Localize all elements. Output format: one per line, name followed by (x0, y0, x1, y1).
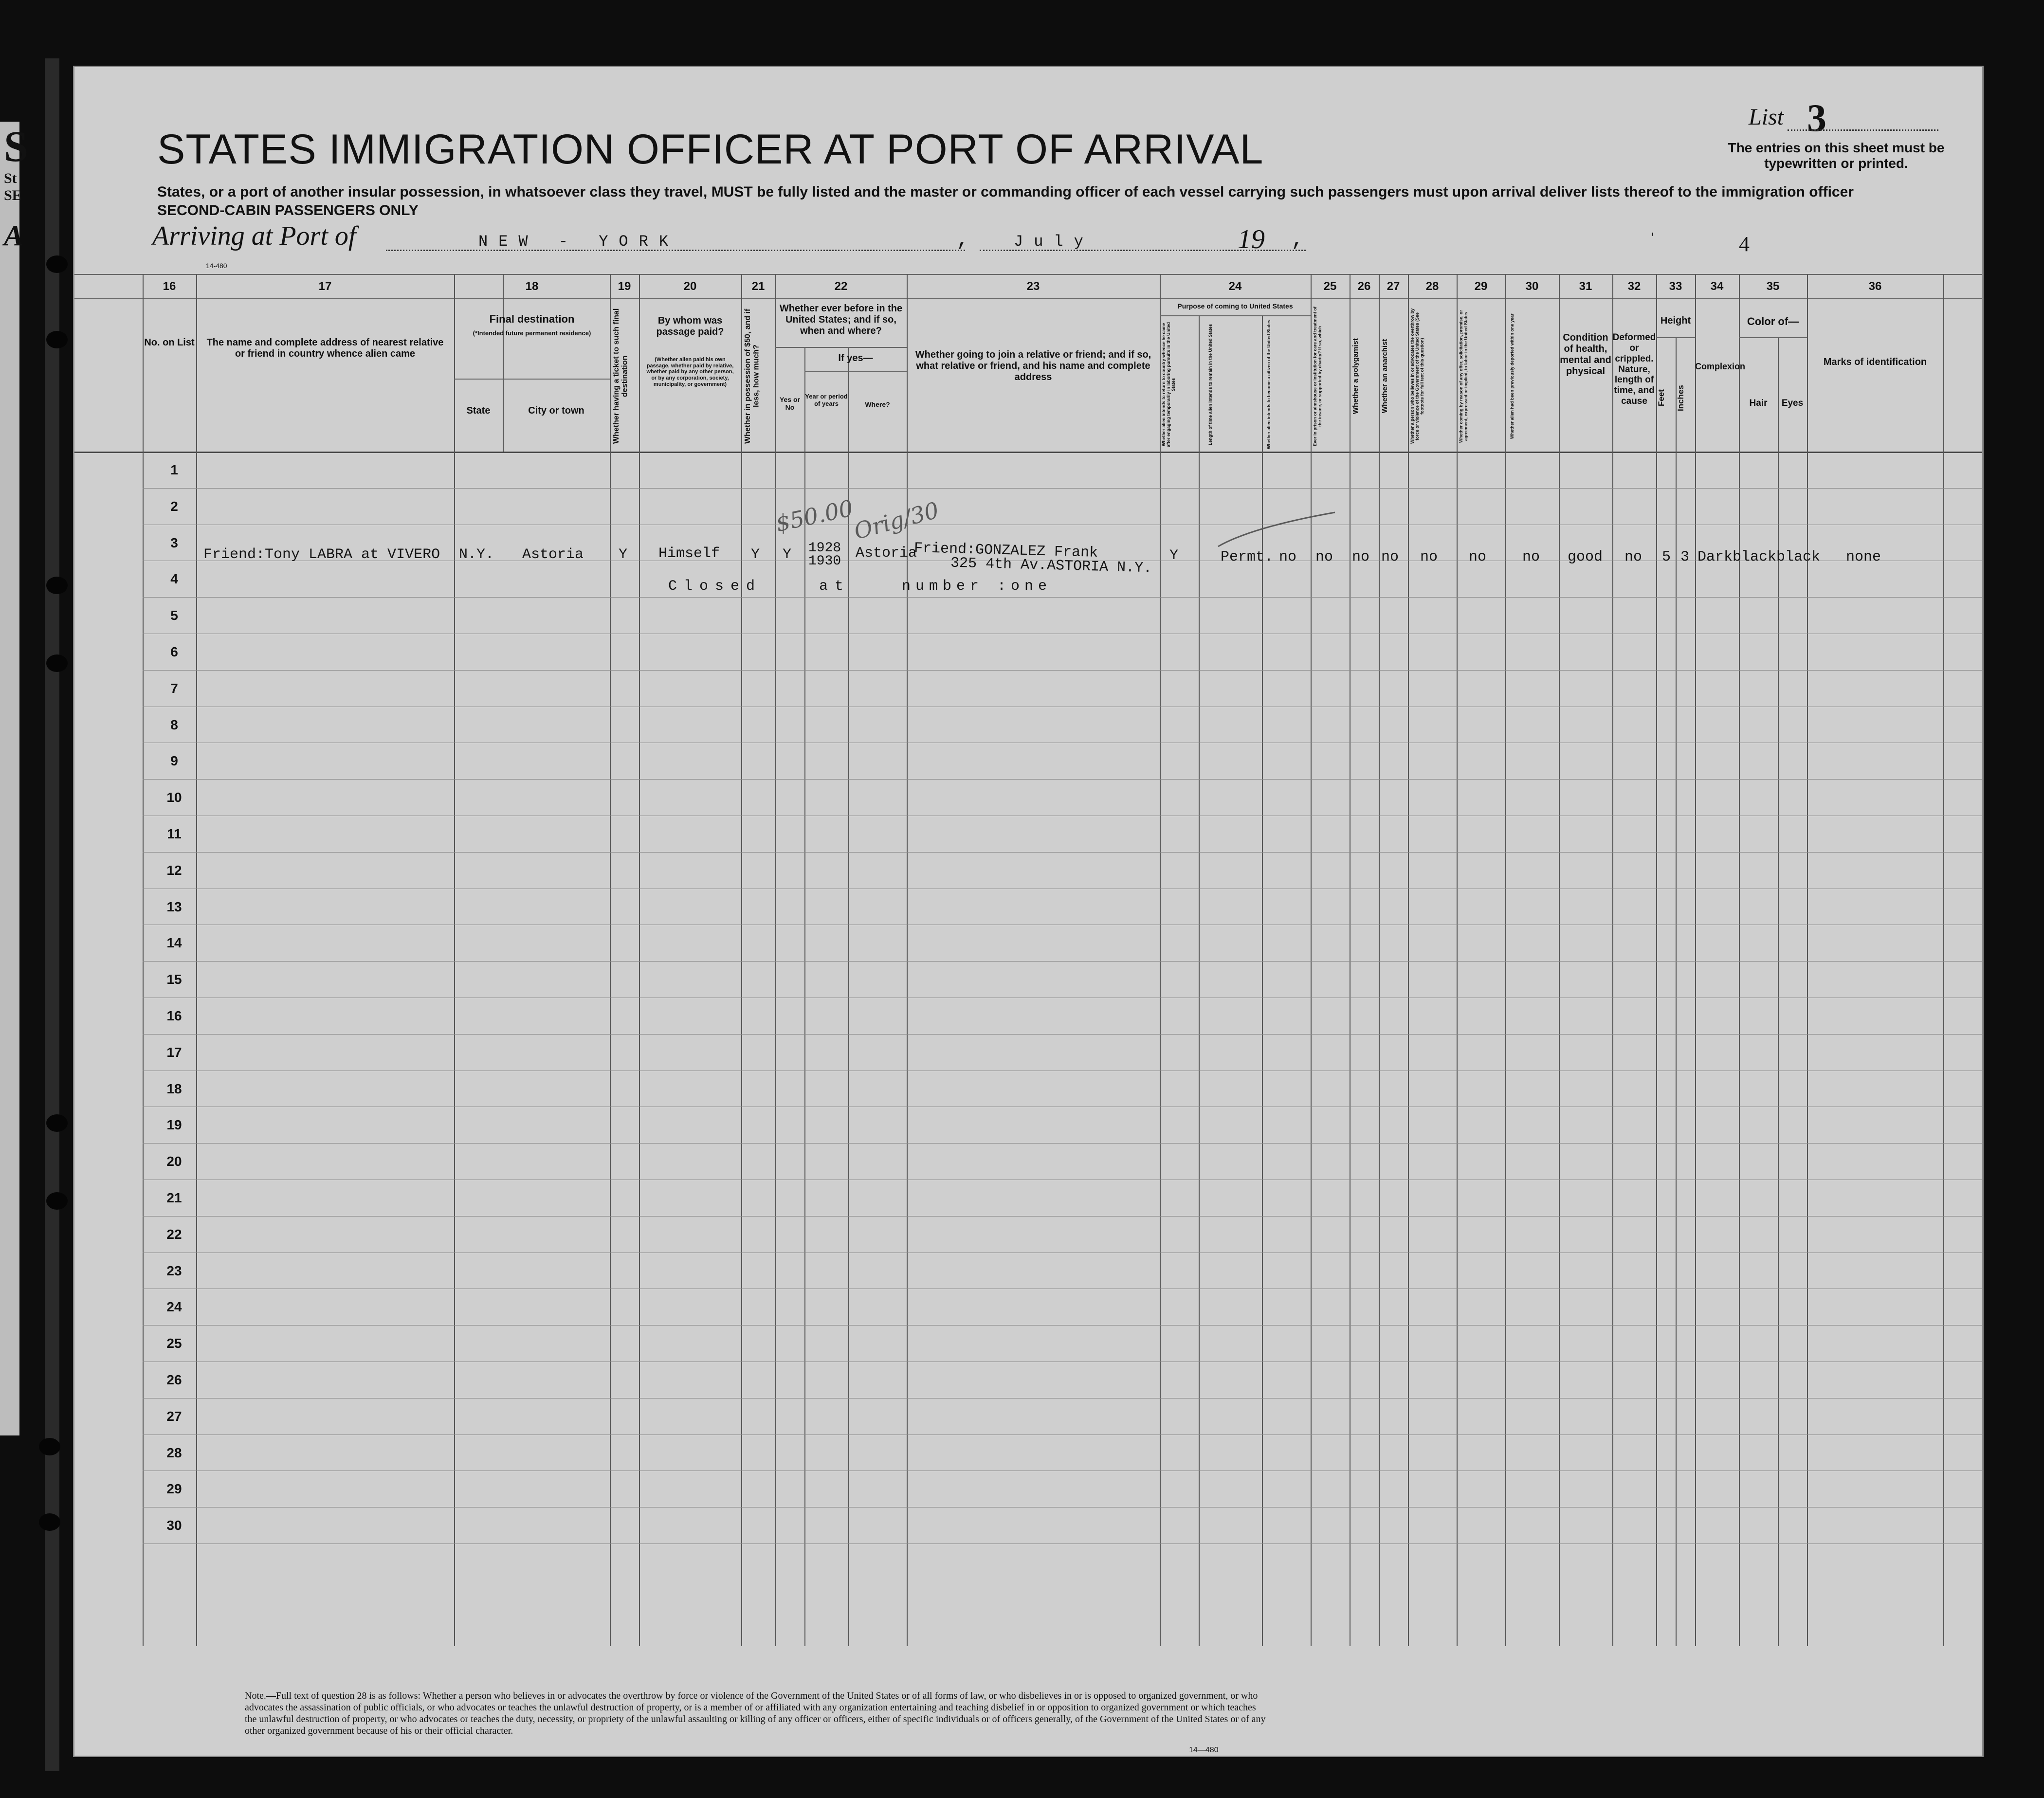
column-number: 16 (163, 280, 176, 293)
entry-year-a: 1928 (808, 541, 841, 556)
header-ticket: Whether having a ticket to such final destination (612, 308, 629, 444)
col-rule (1199, 315, 1200, 1646)
binding-hole (46, 577, 68, 594)
form-code-top: 14-480 (206, 262, 227, 270)
header-deported: Whether alien had been previously deported within one year (1510, 313, 1515, 439)
month-value: July (1014, 233, 1094, 251)
header-passage-note: (Whether alien paid his own passage, whether paid by relative, whether paid by any other person, or by any corporation, society, municipality, or government) (646, 357, 734, 387)
column-number: 28 (1425, 280, 1439, 293)
header-purpose-citizen: Whether alien intends to become a citizen of the United States (1266, 319, 1271, 450)
row-number: 8 (170, 717, 178, 732)
row-rule (143, 779, 1982, 780)
port-value: NEW - YORK (478, 233, 679, 251)
header-color-of: Color of— (1747, 315, 1799, 327)
col-rule (196, 274, 197, 1646)
row-number: 24 (166, 1299, 182, 1315)
col-rule (143, 274, 144, 1646)
entry-relative: Friend:Tony LABRA at VIVERO (203, 546, 440, 563)
col-rule (1676, 337, 1677, 1646)
arriving-label: Arriving at Port of (152, 221, 356, 251)
row-rule (143, 1216, 1982, 1217)
rule (1160, 315, 1311, 316)
column-number: 21 (751, 280, 765, 293)
row-number: 3 (170, 535, 178, 550)
header-prison: Ever in prison or almshouse or institution for care and treatment of the insane, or supported by charity? If so, which (1313, 306, 1322, 446)
row-number: 25 (166, 1336, 182, 1351)
header-join-relative: Whether going to join a relative or friend; and if so, what relative or friend, and his name and complete address (915, 349, 1151, 382)
binding-hole (39, 1513, 60, 1531)
col-rule (1160, 274, 1161, 1646)
entry-health: good (1568, 549, 1603, 565)
entry-deported: no (1522, 549, 1540, 565)
row-number: 6 (170, 644, 178, 659)
row-number: 13 (166, 899, 182, 914)
edge-letter: SE (4, 187, 22, 203)
entry-polygamist: no (1352, 549, 1370, 565)
entry-state: N.Y. (459, 546, 494, 563)
col-rule (503, 274, 504, 452)
column-number: 17 (318, 280, 332, 293)
col-rule (1943, 274, 1944, 1646)
entry-purpose-return: Y (1169, 547, 1179, 564)
pencil-money-note: $50.00 (773, 494, 856, 537)
row-number: 12 (166, 862, 182, 878)
row-rule (143, 597, 1982, 598)
header-feet: Feet (1657, 389, 1666, 407)
column-number: 35 (1766, 280, 1780, 293)
header-year-period: Year or period of years (805, 393, 848, 407)
year-prefix: 19 (1238, 224, 1265, 254)
page-title: STATES IMMIGRATION OFFICER AT PORT OF ARRIVAL (157, 126, 1264, 173)
row-number: 9 (170, 753, 178, 769)
col-rule (1505, 274, 1506, 1646)
header-if-yes: If yes— (838, 353, 873, 363)
entry-ever-before: Y (783, 546, 792, 563)
form-code: 14—480 (1189, 1746, 1219, 1754)
row-number: 23 (166, 1263, 182, 1278)
rule (74, 274, 1982, 275)
col-rule (1612, 274, 1613, 1646)
column-number: 34 (1710, 280, 1724, 293)
entry-join: Friend:GONZALEZ Frank (913, 540, 1098, 562)
rule (454, 379, 610, 380)
edge-letter: St (4, 170, 17, 186)
column-number: 27 (1387, 280, 1400, 293)
header-health: Condition of health, mental and physical (1560, 332, 1611, 377)
footnote: Note.—Full text of question 28 is as follows: Whether a person who believes in or advocates the overthrow by force or violence of the Government of the United States or of all forms of law, or who disbelieves in or is opposed to organized government, or who advocates the assassination of public officials, or who advocates or teaches the unlawful destruction of property, or is a member of or affiliated with any organization entertaining and teaching disbelief in or opposition to organized government or which teaches the unlawful destruction of property, or who advocates or teaches the duty, necessity, or propriety of the unlawful assaulting or killing of any officer or officers, either of specific individuals or of officers generally, of the Government of the United States or of any other organized government because of his or their official character. (245, 1690, 1266, 1736)
column-number: 19 (618, 280, 631, 293)
header-marks: Marks of identification (1823, 357, 1927, 367)
rule (1656, 337, 1695, 338)
entry-citizen: no (1279, 549, 1297, 565)
col-rule (1807, 274, 1808, 1646)
binding-hole (46, 654, 68, 672)
row-number: 4 (170, 571, 178, 587)
column-number: 24 (1228, 280, 1242, 293)
header-where: Where? (865, 400, 890, 408)
header-overthrow: Whether a person who believes in or advocates the overthrow by force or violence of the Government of the United States (See footnote for full text of this question) (1410, 308, 1424, 444)
entry-deformed: no (1624, 549, 1642, 565)
row-number: 28 (166, 1445, 182, 1460)
adjacent-page-edge (0, 122, 29, 1435)
col-rule (1311, 274, 1312, 1646)
entry-money: Y (751, 546, 760, 563)
list-label: List (1749, 104, 1784, 130)
row-number: 14 (166, 935, 182, 951)
entry-year-b: 1930 (808, 554, 841, 569)
row-number: 2 (170, 498, 178, 514)
header-complexion: Complexion (1695, 362, 1746, 371)
row-rule (143, 1034, 1982, 1035)
entry-city: Astoria (522, 546, 584, 563)
closed-at: at (819, 578, 851, 595)
entry-paid-by: Himself (658, 545, 720, 562)
column-number: 22 (834, 280, 848, 293)
entry-prison: no (1315, 549, 1333, 565)
row-number: 29 (166, 1481, 182, 1497)
col-rule (454, 274, 455, 1646)
row-number: 18 (166, 1081, 182, 1096)
header-height: Height (1660, 315, 1691, 326)
col-rule (1656, 274, 1657, 1646)
row-number: 17 (166, 1044, 182, 1060)
column-number: 30 (1525, 280, 1539, 293)
header-purpose-length: Length of time alien intends to remain in the United States (1208, 324, 1213, 445)
entry-anarchist: no (1381, 549, 1399, 565)
binding-hole (46, 1114, 68, 1132)
header-hair: Hair (1749, 398, 1768, 408)
header-deformed: Deformed or crippled. Nature, length of time, and cause (1612, 332, 1656, 407)
row-number: 27 (166, 1408, 182, 1424)
col-rule (775, 274, 776, 1646)
header-bottom-rule (74, 452, 1982, 453)
row-rule (143, 670, 1982, 671)
manifest-sheet (73, 66, 1984, 1757)
binding-hole (46, 255, 68, 273)
header-final-destination-note: (*Intended future permanent residence) (473, 329, 591, 337)
row-rule (143, 961, 1982, 962)
column-number: 20 (683, 280, 697, 293)
entry-overthrow: no (1420, 549, 1438, 565)
year-suffix: 4 (1739, 232, 1750, 256)
edge-letter: A (4, 219, 24, 252)
entry-inches: 3 (1680, 549, 1690, 565)
col-rule (1739, 274, 1740, 1646)
comma: , (1291, 228, 1304, 252)
column-number: 26 (1357, 280, 1371, 293)
col-rule (907, 274, 908, 1646)
rule (1739, 337, 1807, 338)
col-rule (1457, 274, 1458, 1646)
column-number: 36 (1868, 280, 1882, 293)
class-line: SECOND-CABIN PASSENGERS ONLY (157, 202, 419, 218)
row-number: 15 (166, 972, 182, 987)
col-rule (1778, 337, 1779, 1646)
col-rule (804, 347, 805, 1646)
tick-mark: ' (1651, 230, 1654, 245)
row-number: 21 (166, 1190, 182, 1205)
header-polygamist: Whether a polygamist (1351, 338, 1360, 414)
row-number: 30 (166, 1518, 182, 1533)
closed-number: number :one (902, 578, 1052, 595)
header-ever-before: Whether ever before in the United States; and if so, when and where? (779, 303, 903, 336)
header-inches: Inches (1676, 385, 1685, 411)
col-rule (848, 347, 849, 1646)
row-rule (143, 1325, 1982, 1326)
row-rule (143, 852, 1982, 853)
header-nearest-relative: The name and complete address of nearest relative or friend in country whence alien came (206, 337, 444, 359)
col-rule (610, 274, 611, 1646)
pencil-stroke (1213, 508, 1340, 551)
row-number: 20 (166, 1154, 182, 1169)
binding-hole (39, 1438, 60, 1455)
header-purpose: Purpose of coming to United States (1177, 302, 1293, 310)
typing-note: The entries on this sheet must be typewritten or printed. (1728, 140, 1945, 171)
header-final-destination: Final destination (489, 313, 575, 325)
binding-hole (46, 331, 68, 348)
header-state: State (466, 405, 491, 416)
col-rule (1408, 274, 1409, 1646)
column-number: 23 (1026, 280, 1040, 293)
row-number: 11 (167, 826, 182, 841)
comma: , (956, 228, 969, 252)
row-rule (143, 1143, 1982, 1144)
header-purpose-return: Whether alien intends to return to country whence he came after engaging temporarily in laboring pursuits in the United States (1161, 322, 1176, 447)
row-number: 7 (170, 680, 178, 696)
col-rule (741, 274, 742, 1646)
header-money: Whether in possession of $50, and if less, how much? (744, 309, 761, 444)
header-passage-paid: By whom was passage paid? (656, 315, 724, 337)
row-number: 1 (170, 462, 178, 477)
col-rule (1559, 274, 1560, 1646)
entry-complexion-hair-eyes: Darkblackblack (1697, 549, 1821, 565)
column-number: 33 (1669, 280, 1682, 293)
row-number: 10 (166, 790, 182, 805)
row-number: 19 (166, 1117, 182, 1133)
col-rule (1695, 274, 1696, 1646)
row-number: 16 (166, 1008, 182, 1023)
column-number: 25 (1323, 280, 1337, 293)
pencil-annotation: Orig/30 (851, 496, 942, 545)
entry-join-address: 325 4th Av.ASTORIA N.Y. (950, 555, 1152, 577)
header-offer: Whether coming by reason of any offer, solicitation, promise, or agreement, expressed or implied, to labor in the United States (1459, 309, 1468, 443)
entry-offer: no (1469, 549, 1487, 565)
header-no-on-list: No. on List (144, 337, 195, 348)
entry-length: Permt. (1221, 549, 1274, 565)
rule (74, 298, 1982, 299)
row-number: 26 (166, 1372, 182, 1387)
column-number: 32 (1627, 280, 1641, 293)
row-rule (143, 488, 1982, 489)
list-number: 3 (1807, 97, 1826, 140)
column-number: 29 (1474, 280, 1488, 293)
page-subtitle: States, or a port of another insular possession, in whatsoever class they travel, MUST be fully listed and the master or commanding officer of each vessel carrying such passengers must upon arrival deliver lists thereof to the immigration officer (157, 184, 1854, 200)
rule (804, 371, 907, 372)
list-underline (1788, 129, 1938, 131)
entry-where: Astoria (856, 545, 917, 562)
edge-letter: S (4, 123, 29, 171)
col-rule (1379, 274, 1380, 1646)
row-number: 5 (170, 608, 178, 623)
closed-word: Closed (668, 578, 762, 595)
column-number: 18 (525, 280, 539, 293)
col-rule (639, 274, 640, 1646)
header-city: City or town (528, 405, 584, 416)
entry-feet: 5 (1662, 549, 1671, 565)
header-eyes: Eyes (1781, 398, 1804, 408)
header-anarchist: Whether an anarchist (1381, 339, 1389, 414)
entry-marks: none (1846, 549, 1881, 565)
column-number: 31 (1579, 280, 1592, 293)
row-number: 22 (166, 1226, 182, 1242)
manifest-table (74, 274, 1982, 1651)
entry-ticket: Y (619, 546, 628, 563)
rule (775, 347, 907, 348)
binding-hole (46, 1192, 68, 1210)
header-yes-no: Yes or No (779, 396, 801, 412)
